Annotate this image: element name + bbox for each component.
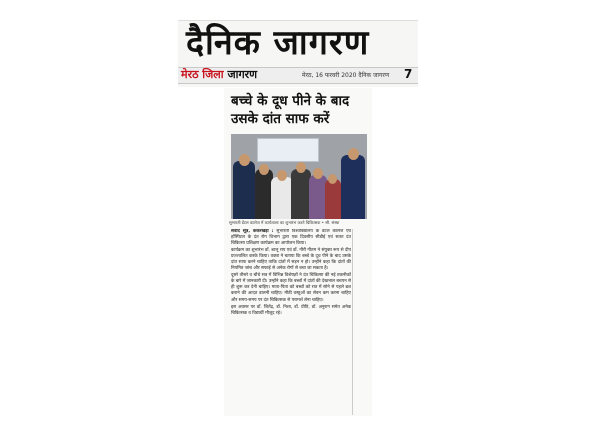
newspaper-masthead: दैनिक जागरण [186,23,370,63]
person-head [328,174,337,184]
person-figure [341,155,365,219]
person-head [259,164,269,175]
person-figure [233,161,255,219]
edition-label [181,67,257,82]
person-head [277,170,287,181]
paragraph-text: सुभारती विश्वविद्यालय के डेंटल कॉलेज एवं हॉस्पिटल के दंत रोग विभाग द्वारा एक दिवसीय सीडीई एवं सतत दंत चिकित्सा प्रशिक्षण कार्यक्रम का आयोजन किया। [231,229,351,247]
photo-banner [257,138,319,162]
article-byline: संवाद सूत्र, कंकरखेड़ा : [231,229,274,234]
person-head [239,154,250,166]
article-body [231,229,351,415]
event-photo [231,134,367,219]
person-head [296,162,306,173]
photo-caption: सुभारती डेंटल कालेज में कार्यशाला का शुभारंभ करते चिकित्सक • सौ. संस्था [229,220,340,225]
person-figure [291,169,311,219]
edition-band [178,67,418,84]
edition-name: जागरण [227,68,258,81]
article-paragraph [231,229,351,247]
headline-line-1: बच्चे के दूध पीने के बाद [231,93,350,109]
date-line: मेरठ, 16 फरवरी 2020 दैनिक जागरण [302,72,390,79]
article-paragraph: कार्यक्रम का शुभारंभ डॉ. शालू राय एवं डॉ. गौरी गौतम ने संयुक्त रूप से दीप प्रज्ज्वलित करके किया। वक्ता ने बताया कि बच्चे के दूध पीने के बाद उसके दांत साफ करने चाहिए ताकि दांतों में सड़न न हो। उन्होंने कहा कि दांतों की नियमित जांच और सफाई से अनेक रोगों से बचा जा सकता है। [231,248,351,272]
person-figure [271,177,293,219]
person-head [348,148,359,160]
headline-line-2: उसके दांत साफ करें [231,111,330,127]
person-head [313,168,323,179]
article-headline [231,92,369,128]
person-figure [325,179,341,219]
article-paragraph: इस अवसर पर डॉ. जितेंद्र, डॉ. निशा, डॉ. प्रीति, डॉ. अनुराग समेत अनेक चिकित्सक व विद्यार्थी मौजूद रहे। [231,304,351,316]
page-number: 7 [404,67,413,81]
article-paragraph: दूसरे तीसरे व चौथे सत्र में विभिन्न विशेषज्ञों ने दंत चिकित्सा की नई तकनीकों के बारे में जानकारी दी। उन्होंने कहा कि बच्चों में दांतों की देखभाल बचपन से ही शुरू कर देनी चाहिए। माता-पिता को बच्चों को रात में सोने से पहले ब्रश कराने की आदत डालनी चाहिए। मीठी वस्तुओं का सेवन कम करना चाहिए और समय-समय पर दंत चिकित्सक से परामर्श लेना चाहिए। [231,273,351,303]
edition-city: मेरठ जिला [181,68,224,81]
column-rule [352,229,353,415]
